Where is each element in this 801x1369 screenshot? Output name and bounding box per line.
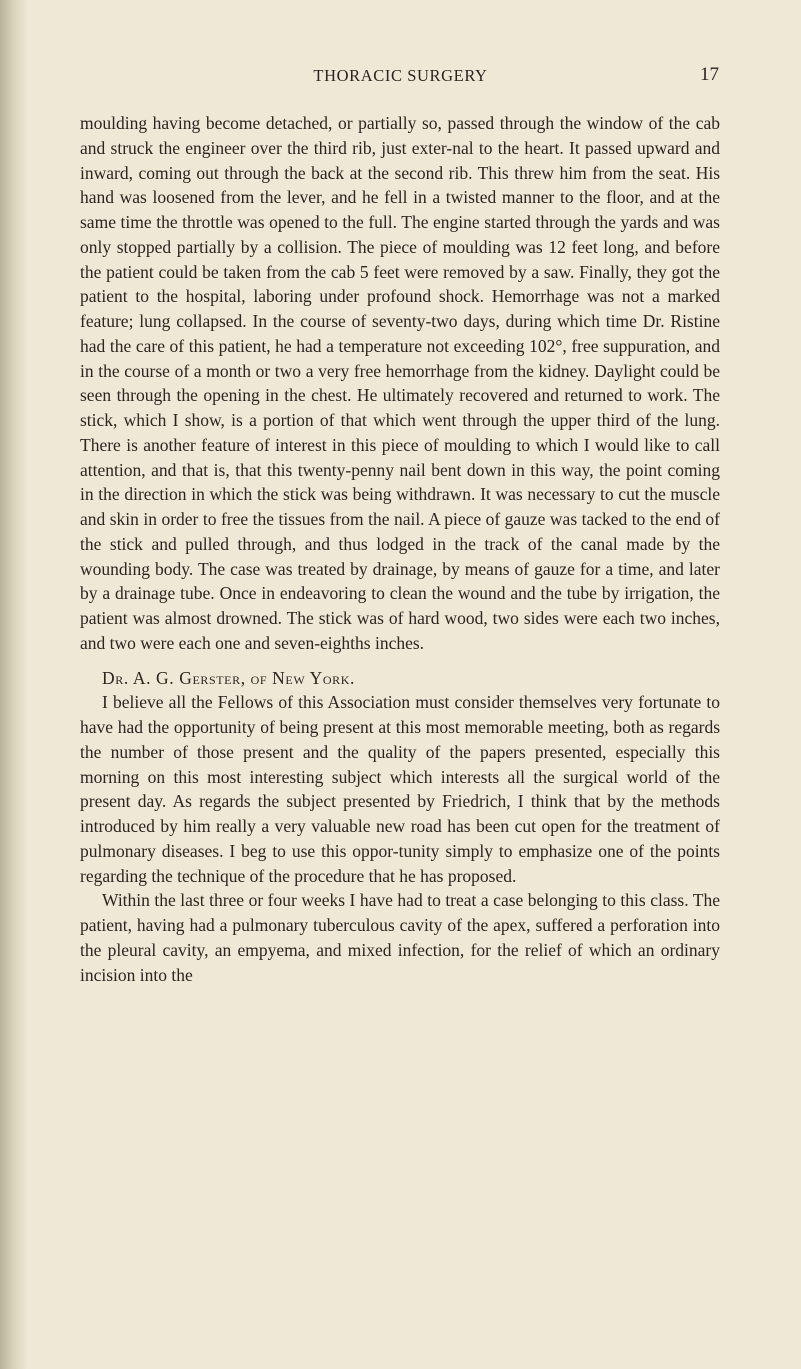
page-edge-shadow [0,0,28,1369]
paragraph-continuation: moulding having become detached, or partially so, passed through the window of the cab and struck the engineer over the third rib, just exter-nal to the heart. It passed upward and inward, coming out through the back at the second rib. This threw him from the seat. His hand was loosened from the lever, and he fell in a twisted manner to the floor, and at the same time the throttle was opened to the full. The engine started through the yards and was only stopped partially by a collision. The piece of moulding was 12 feet long, and before the patient could be taken from the cab 5 feet were removed by a saw. Finally, they got the patient to the hospital, laboring under profound shock. Hemorrhage was not a marked feature; lung collapsed. In the course of seventy-two days, during which time Dr. Ristine had the care of this patient, he had a temperature not exceeding 102°, free suppuration, and in the course of a month or two a very free hemorrhage from the kidney. Daylight could be seen through the opening in the chest. He ultimately recovered and returned to work. The stick, which I show, is a portion of that which went through the upper third of the lung. There is another feature of interest in this piece of moulding to which I would like to call attention, and that is, that this twenty-penny nail bent down in this way, the point coming in the direction in which the stick was being withdrawn. It was necessary to cut the muscle and skin in order to free the tissues from the nail. A piece of gauze was tacked to the end of the stick and pulled through, and thus lodged in the track of the canal made by the wounding body. The case was treated by drainage, by means of gauze for a time, and later by a drainage tube. Once in endeavoring to clean the wound and the tube by irrigation, the patient was almost drowned. The stick was of hard wood, two sides were each two inches, and two were each one and seven-eighths inches. [80,113,720,653]
paragraph-case-description: Within the last three or four weeks I have had to treat a case belonging to this class. The patient, having had a pulmonary tuberculous cavity of the apex, suffered a perforation into the pleural cavity, an empyema, and mixed infection, for the relief of which an ordinary incision into the [80,890,720,985]
running-title: THORACIC SURGERY [313,66,488,85]
page-number: 17 [700,64,719,85]
page-header [0,64,801,94]
body-text [80,111,720,987]
speaker-heading: Dr. A. G. Gerster, of New York. [102,667,355,688]
paragraph-gerster-remarks: I believe all the Fellows of this Association must consider themselves very fortunate to have had the opportunity of being present at this most memorable meeting, both as regards the number of those present and the quality of the papers presented, especially this morning on this most interesting subject which interests all the surgical world of the present day. As regards the subject presented by Friedrich, I think that by the methods introduced by him really a very valuable new road has been cut open for the treatment of pulmonary diseases. I beg to use this oppor-tunity simply to emphasize one of the points regarding the technique of the procedure that he has proposed. [80,692,720,886]
